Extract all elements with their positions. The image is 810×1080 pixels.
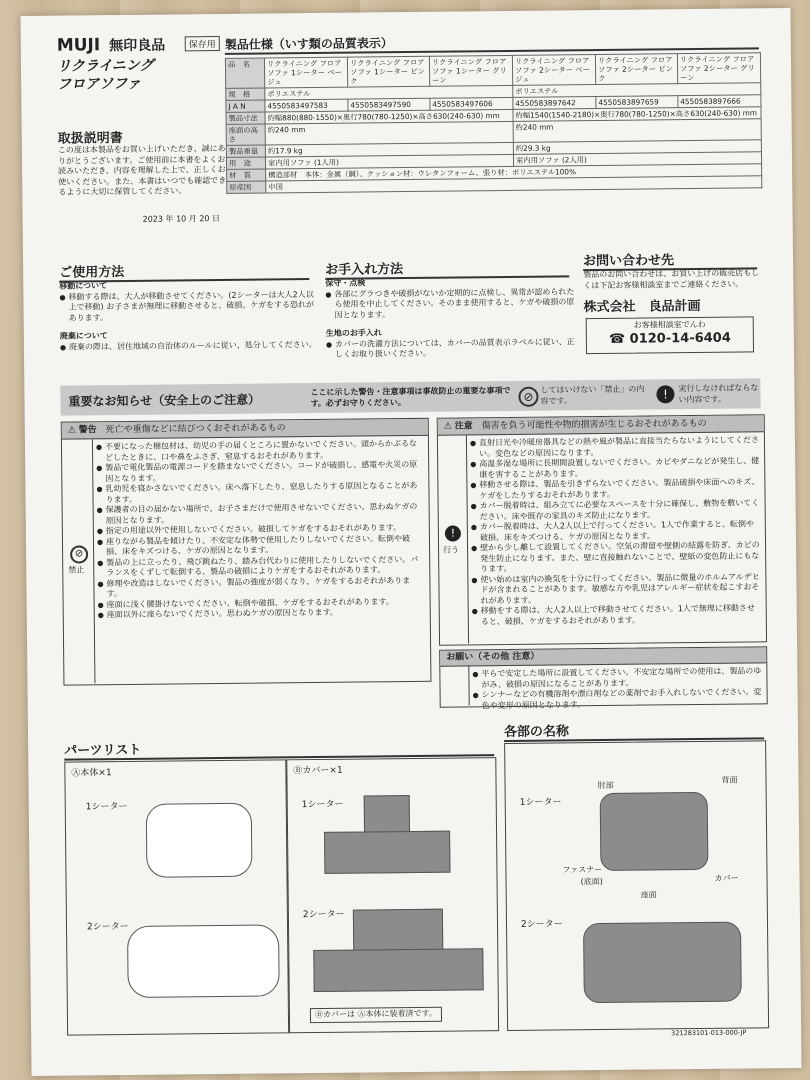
spec-cell: 4550583897666 [678, 95, 761, 108]
usage-move-heading: 移動について [59, 281, 108, 291]
spec-table [225, 52, 762, 194]
brand-logo: MUJI [56, 35, 101, 56]
notice-bar [60, 378, 760, 415]
cover-one-piece [324, 831, 450, 874]
names-two-label: 2シーター [520, 919, 563, 930]
brand-row [57, 35, 166, 56]
caution-list [470, 435, 762, 627]
usage-title: ご使用方法 [59, 259, 309, 283]
parts-cover-one-label: 1シーター [301, 799, 344, 811]
names-one-label: 1シーター [519, 797, 562, 808]
names-seat: 座面 [640, 890, 657, 900]
warning-icon-label: 禁止 [68, 565, 85, 575]
care-section [325, 276, 576, 360]
cover-one-piece [364, 795, 410, 833]
must-do-icon: ! [445, 525, 461, 541]
usage-disposal-heading: 廃棄について [59, 331, 108, 341]
contact-phone: 0120-14-6404 [629, 330, 731, 347]
cover-two-piece [353, 909, 443, 952]
caution-item: ● 高温多湿な場所に長期間設置しないでください。カビやダニなどが発生し、健康を害することがあります。 [470, 456, 760, 480]
contact-desk: お客様相談室でんわ [633, 319, 706, 330]
spec-label: 座面の高さ [226, 124, 265, 145]
caution-item: ● 壁から少し離して設置してください。空気の滞留や壁側の結露を防ぎ、カビの発生防止になります。また、壁に直接触れないことで、壁紙の変色防止にもなります。 [471, 540, 761, 575]
spec-cell: 4550583897659 [596, 96, 678, 109]
request-item: ● 平らで安定した場所に設置してください。不安定な場所での使用は、製品のゆがみ、破損の原因になることがあります。 [472, 666, 762, 690]
warning-triangle-icon: ⚠ [67, 425, 76, 436]
spec-cell: 約幅880(880-1550)×奥行780(780-1250)×高さ630(240-630) mm [265, 109, 513, 124]
must-do-icon: ! [656, 385, 674, 403]
caution-desc: 傷害を負う可能性や物的損害が生じるおそれがあるもの [481, 418, 707, 432]
request-icon-column [440, 666, 469, 705]
caution-icon-label: 行う [443, 545, 460, 555]
request-label: お願い（その他 注意） [440, 647, 766, 666]
manual-title: 取扱説明書 [57, 130, 123, 147]
contact-body: 製品のお問い合わせは、お買い上げの販売店もしくは下記お客様相談室までご連絡ください。 [583, 268, 760, 290]
spec-cell: 約幅1540(1540-2180)×奥行780(780-1250)×高さ630(240-630) mm [513, 107, 761, 122]
one-seater-diagram [600, 792, 709, 871]
notice-prohibit-text: してはいけない「禁止」の内容です。 [540, 384, 645, 406]
caution-box [437, 414, 767, 645]
warning-item: ● 座面以外に座らないでください。思わぬケガの原因となります。 [98, 607, 424, 621]
cover-two-piece [313, 948, 483, 992]
caution-label: 注意 [454, 421, 473, 432]
spec-label: 規 格 [226, 88, 265, 100]
notice-must-text: 実行しなければならない内容です。 [678, 383, 759, 404]
parts-one-seater-label: 1シーター [85, 801, 128, 813]
prohibit-icon: ⊘ [70, 545, 88, 563]
spec-cell: 4550583497583 [265, 99, 348, 112]
warning-desc: 死亡や重傷などに結びつくおそれがあるもの [105, 423, 286, 436]
product-name-line2: フロアソファ [57, 75, 142, 93]
spec-cell: リクライニング フロアソファ 2シーター グリーン [677, 53, 760, 84]
spec-cell: 中国 [266, 176, 762, 193]
warning-item: ● 製品の上に立ったり、飛び跳ねたり、踏み台代わりに使用したりしないでください。バランスをくずして転倒する、製品の破損によりケガをするおそれがあります。 [97, 554, 423, 578]
warning-item: ● 指定の用途以外で使用しないでください。破損してケガをするおそれがあります。 [97, 523, 423, 537]
prohibit-icon: ⊘ [518, 387, 538, 407]
parts-cover-label: Ⓑカバー×1 [293, 765, 343, 777]
caution-item: ● 移動をする際は、大人2人以上で移動させてください。1人で無理に移動させると、破損、ケガをするおそれがあります。 [472, 603, 762, 627]
warning-label: 警告 [78, 425, 97, 436]
usage-disposal-text: ● 廃棄の際は、居住地域の自治体のルールに従い、処分してください。 [60, 339, 318, 352]
one-seater-sofa-drawing [146, 803, 253, 878]
spec-cell: 構造部材 本体：金属（鋼）、クッション材：ウレタンフォーム、張り材：ポリエステル100% [266, 164, 762, 181]
spec-label: 用 途 [226, 157, 265, 169]
spec-cell: 約240 mm [513, 119, 761, 143]
names-cover: カバー [714, 873, 739, 883]
parts-cover-two-label: 2シーター [302, 909, 345, 921]
contact-company: 株式会社 良品計画 [583, 298, 701, 316]
names-title: 各部の名称 [504, 718, 764, 742]
spec-cell: リクライニング フロアソファ 1シーター ピンク [347, 56, 429, 87]
keep-badge: 保存用 [185, 36, 220, 51]
parts-title: パーツリスト [64, 735, 494, 761]
contact-phone-box [586, 316, 754, 354]
document-code: 321283101-013-000-JP [671, 1028, 747, 1038]
parts-body-panel [64, 759, 289, 1035]
spec-cell: リクライニング フロアソファ 1シーター ベージュ [264, 57, 347, 88]
warning-item: ● 座面に浅く腰掛けないでください。転倒や破損、ケガをするおそれがあります。 [98, 596, 424, 610]
brand-jp: 無印良品 [109, 37, 166, 55]
spec-cell: ポリエステル [265, 85, 513, 100]
spec-cell: 約29.3 kg [513, 140, 761, 155]
freedial-icon: ☎ [608, 331, 630, 347]
spec-cell: 4550583497606 [430, 97, 513, 110]
two-seater-diagram [583, 922, 742, 1004]
care-fabric-text: ● カバーの洗濯方法については、カバーの品質表示ラベルに従い、正しくお取り扱いください。 [326, 337, 576, 361]
parts-two-seater-label: 2シーター [86, 921, 129, 933]
care-maintenance-text: ● 各部にグラつきや破損がないか定期的に点検し、異常が認められたら使用を中止してください。そのまま使用すると、ケガや破損の原因となります。 [325, 287, 575, 321]
notice-desc: ここに示した警告・注意事項は事故防止の重要な事項です。必ずお守りください。 [310, 385, 511, 408]
warning-item: ● 製品で電化製品の電源コードを踏まないでください。コードが破損し、感電や火災の原因となります。 [96, 460, 422, 484]
warning-icon-column [62, 439, 96, 683]
spec-cell: リクライニング フロアソファ 2シーター ピンク [595, 54, 677, 85]
care-maintenance-heading: 保守・点検 [325, 278, 366, 288]
names-zipper: ファスナー [562, 865, 603, 875]
usage-move-text: ● 移動する際は、大人が移動させてください。(2シーターは大人2人以上で移動) お子さまが無理に移動させると、破損、ケガをする恐れがあります。 [59, 289, 317, 323]
spec-label: 製品重量 [226, 145, 265, 157]
care-fabric-heading: 生地のお手入れ [325, 328, 382, 338]
care-title: お手入れ方法 [325, 256, 569, 280]
caution-icon-column [438, 435, 469, 643]
warning-item: ● 座りながら製品を傾けたり、不安定な体勢で使用したりしないでください。転倒や破損、床をキズつける、ケガの原因となります。 [97, 533, 423, 557]
parts-cover-note: Ⓑカバーは Ⓐ本体に装着済です。 [310, 1007, 442, 1023]
caution-item: ● 移動させる際は、製品を引きずらないでください。製品破損や床面へのキズ、ケガをしたりするおそれがあります。 [470, 477, 760, 501]
parts-body-label: Ⓐ本体×1 [71, 768, 112, 779]
spec-cell: 室内用ソファ (1人用) [265, 154, 513, 169]
names-panel [504, 740, 769, 1031]
spec-cell: リクライニング フロアソファ 1シーター グリーン [429, 55, 512, 86]
spec-cell: 室内用ソファ (2人用) [513, 152, 761, 167]
instruction-sheet [20, 8, 801, 1076]
request-box [439, 646, 768, 710]
request-list [472, 666, 762, 711]
caution-item: ● 直射日光や冷暖房器具などの熱や風が製品に直接当たらないようにしてください。変色などの原因になります。 [470, 435, 760, 459]
warning-list [96, 439, 424, 621]
spec-label: 原産国 [227, 181, 266, 193]
two-seater-sofa-drawing [127, 924, 280, 998]
spec-cell: 4550583497590 [348, 98, 430, 111]
warning-box [61, 418, 432, 686]
names-arm: 肘部 [597, 780, 614, 791]
caution-triangle-icon: ⚠ [443, 421, 452, 432]
contact-title: お問い合わせ先 [583, 248, 757, 271]
warning-item: ● 保護者の目の届かない場所で、お子さまだけで使用させないでください。思わぬケガの原因となります。 [97, 502, 423, 526]
names-zipper-bottom: (底面) [580, 877, 603, 887]
names-back: 背面 [721, 775, 738, 785]
spec-label: 材 質 [227, 169, 266, 181]
caution-item: ● カバー脱着時は、大人2人以上で行ってください。1人で作業すると、転倒や破損、床をキズつける、ケガの原因となります。 [471, 519, 761, 543]
caution-item: ● カバー脱着時は、組み立てに必要なスペースを十分に確保し、敷物を敷いてください。床や既存の家具のキズ防止になります。 [471, 498, 761, 522]
manual-date: 2023 年 10 月 20 日 [142, 213, 221, 224]
request-item: ● シンナーなどの有機溶剤や漂白剤などの薬剤でお手入れしないでください。変色や変形の原因となります。 [473, 687, 763, 711]
product-name-line1: リクライニング [56, 57, 154, 75]
caution-item: ● 使い始めは室内の換気を十分に行ってください。製品に微量のホルムアルデヒドが含まれることがあります。敏感な方や乳児はアレルギー症状を起こすおそれがあります。 [471, 572, 761, 607]
warning-item: ● 乳幼児を寝かさないでください。床へ落下したり、窒息したりする原因となることがあります。 [96, 481, 422, 505]
spec-cell: リクライニング フロアソファ 2シーター ベージュ [512, 55, 595, 86]
spec-label: 製品寸法 [226, 112, 265, 124]
spec-cell: ポリエステル [513, 83, 761, 98]
spec-label: 品 名 [225, 58, 264, 88]
spec-title: 製品仕様（いす類の品質表示） [225, 30, 759, 55]
spec-cell: 約240 mm [265, 121, 513, 145]
usage-section [59, 279, 318, 353]
spec-cell: 4550583897642 [513, 97, 596, 110]
warning-item: ● 不要になった梱包材は、幼児の手の届くところに置かないでください。頭からかぶるなどしたときに、口や鼻をふさぎ、窒息するおそれがあります。 [96, 439, 422, 463]
product-name [57, 57, 154, 94]
spec-label: J A N [226, 100, 265, 112]
parts-cover-panel [286, 757, 499, 1033]
spec-cell: 約17.9 kg [265, 142, 513, 157]
warning-item: ● 修理や改造はしないでください。製品の強度が弱くなり、ケガをするおそれがあります。 [97, 575, 423, 599]
manual-body: この度は本製品をお買い上げいただき、誠にありがとうございます。ご使用前に本書をよくお読みいただき、内容を理解した上で、正しくお使いください。また、本書はいつでも確認できるように大切に保管してください。 [57, 143, 227, 197]
notice-title: 重要なお知らせ（安全上のご注意） [68, 392, 261, 409]
